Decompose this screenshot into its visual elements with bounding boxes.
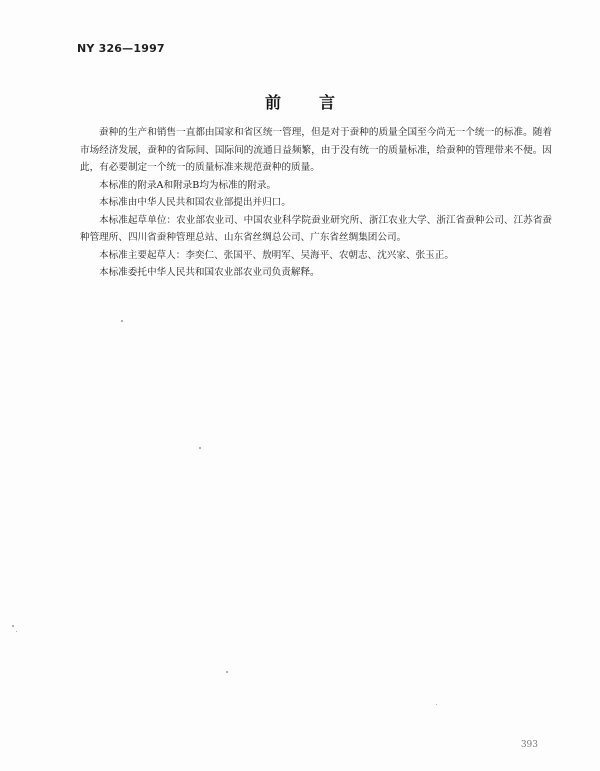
scan-speck [16, 631, 17, 632]
paragraph-appendix: 本标准的附录A和附录B均为标准的附录。 [99, 179, 277, 191]
standard-code: NY 326—1997 [77, 42, 165, 55]
foreword-body [80, 124, 552, 282]
scan-speck [199, 447, 201, 449]
paragraph-proposer: 本标准由中华人民共和国农业部提出并归口。 [99, 197, 291, 208]
page-title: 前言 [264, 93, 373, 112]
paragraph-drafting-units: 本标准起草单位：农业部农业司、中国农业科学院蚕业研究所、浙江农业大学、浙江省蚕种公司、江苏省蚕种管理所、四川省蚕种管理总站、山东省丝绸总公司、广东省丝绸集团公司。 [80, 214, 552, 243]
page-number: 393 [520, 740, 538, 750]
paragraph-interpretation: 本标准委托中华人民共和国农业部农业司负责解释。 [99, 267, 320, 278]
scan-speck [121, 320, 123, 322]
scan-speck [436, 704, 437, 705]
paragraph-drafters: 本标准主要起草人：李奕仁、张国平、敖明军、吴海平、农朝志、沈兴家、张玉正。 [99, 249, 454, 261]
paragraph-background: 蚕种的生产和销售一直都由国家和省区统一管理，但是对于蚕种的质量全国至今尚无一个统一的标准。随着市场经济发展，蚕种的省际间、国际间的流通日益频繁，由于没有统一的质量标准，给蚕种的管理带来不便。因此，有必要制定一个统一的质量标准来规范蚕种的质量。 [80, 127, 552, 173]
scan-speck [226, 671, 228, 673]
scan-speck [12, 625, 14, 627]
